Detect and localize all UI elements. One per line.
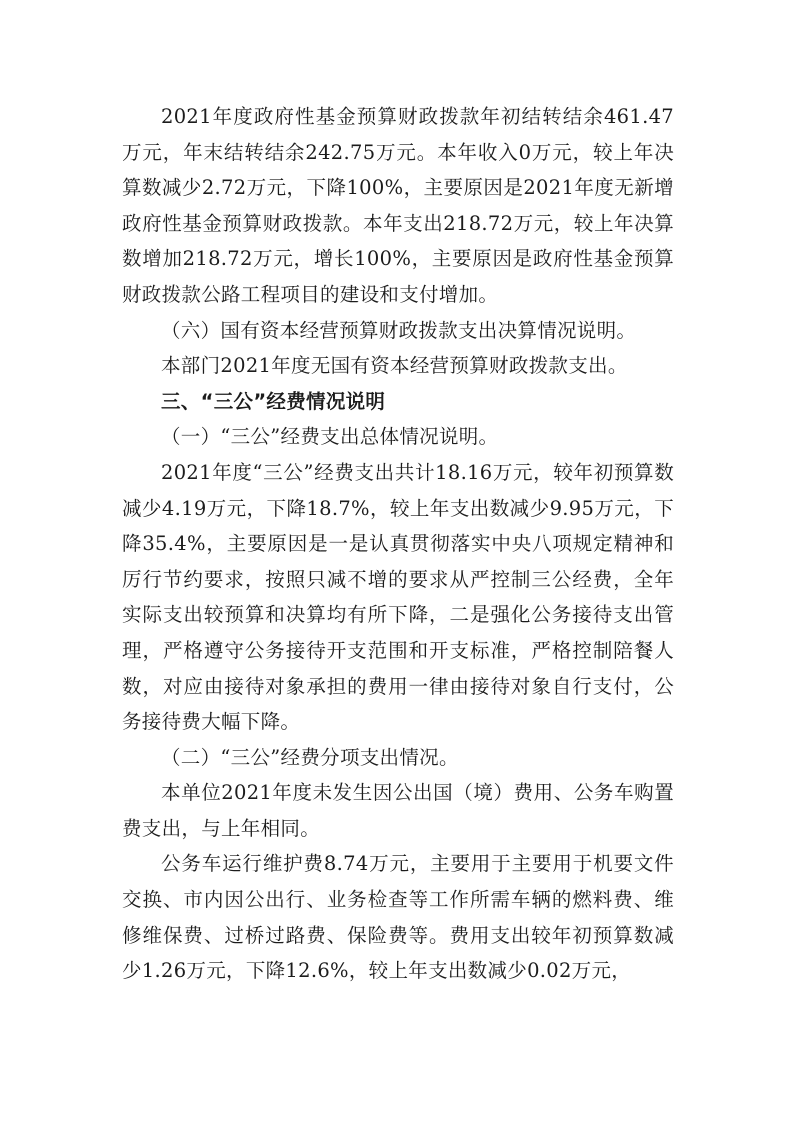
paragraph-overall: 2021年度“三公”经费支出共计18.16万元，较年初预算数减少4.19万元，下降18.7%，较上年支出数减少9.95万元，下降35.4%，主要原因是一是认真贯彻落实中央八项规定精神和厉行节约要求，按照只减不增的要求从严控制三公经费，全年实际支出较预算和决算均有所下降，二是强化公务接待支出管理，严格遵守公务接待开支范围和开支标准，严格控制陪餐人数，对应由接待对象承担的费用一律由接待对象自行支付，公务接待费大幅下降。 [122, 460, 674, 734]
section-heading-three-public: 三、“三公”经费情况说明 [161, 389, 386, 413]
paragraph-government-fund: 2021年度政府性基金预算财政拨款年初结转结余461.47万元，年末结转结余242.75万元。本年收入0万元，较上年决算数减少2.72万元，下降100%，主要原因是2021年度无新增政府性基金预算财政拨款。本年支出218.72万元，较上年决算数增加218.72万元，增长100%，主要原因是政府性基金预算财政拨款公路工程项目的建设和支付增加。 [122, 105, 674, 306]
subheading-overall: （一）“三公”经费支出总体情况说明。 [161, 425, 499, 449]
subheading-itemized: （二）“三公”经费分项支出情况。 [161, 745, 459, 769]
paragraph-vehicle-maintenance: 公务车运行维护费8.74万元，主要用于主要用于机要文件交换、市内因公出行、业务检查等工作所需车辆的燃料费、维修维保费、过桥过路费、保险费等。费用支出较年初预算数减少1.26万元，下降12.6%，较上年支出数减少0.02万元， [122, 852, 674, 983]
document-body [122, 99, 674, 989]
paragraph-state-capital: 本部门2021年度无国有资本经营预算财政拨款支出。 [161, 354, 628, 378]
paragraph-abroad-purchase: 本单位2021年度未发生因公出国（境）费用、公务车购置费支出，与上年相同。 [122, 781, 674, 840]
subheading-state-capital: （六）国有资本经营预算财政拨款支出决算情况说明。 [161, 318, 637, 342]
